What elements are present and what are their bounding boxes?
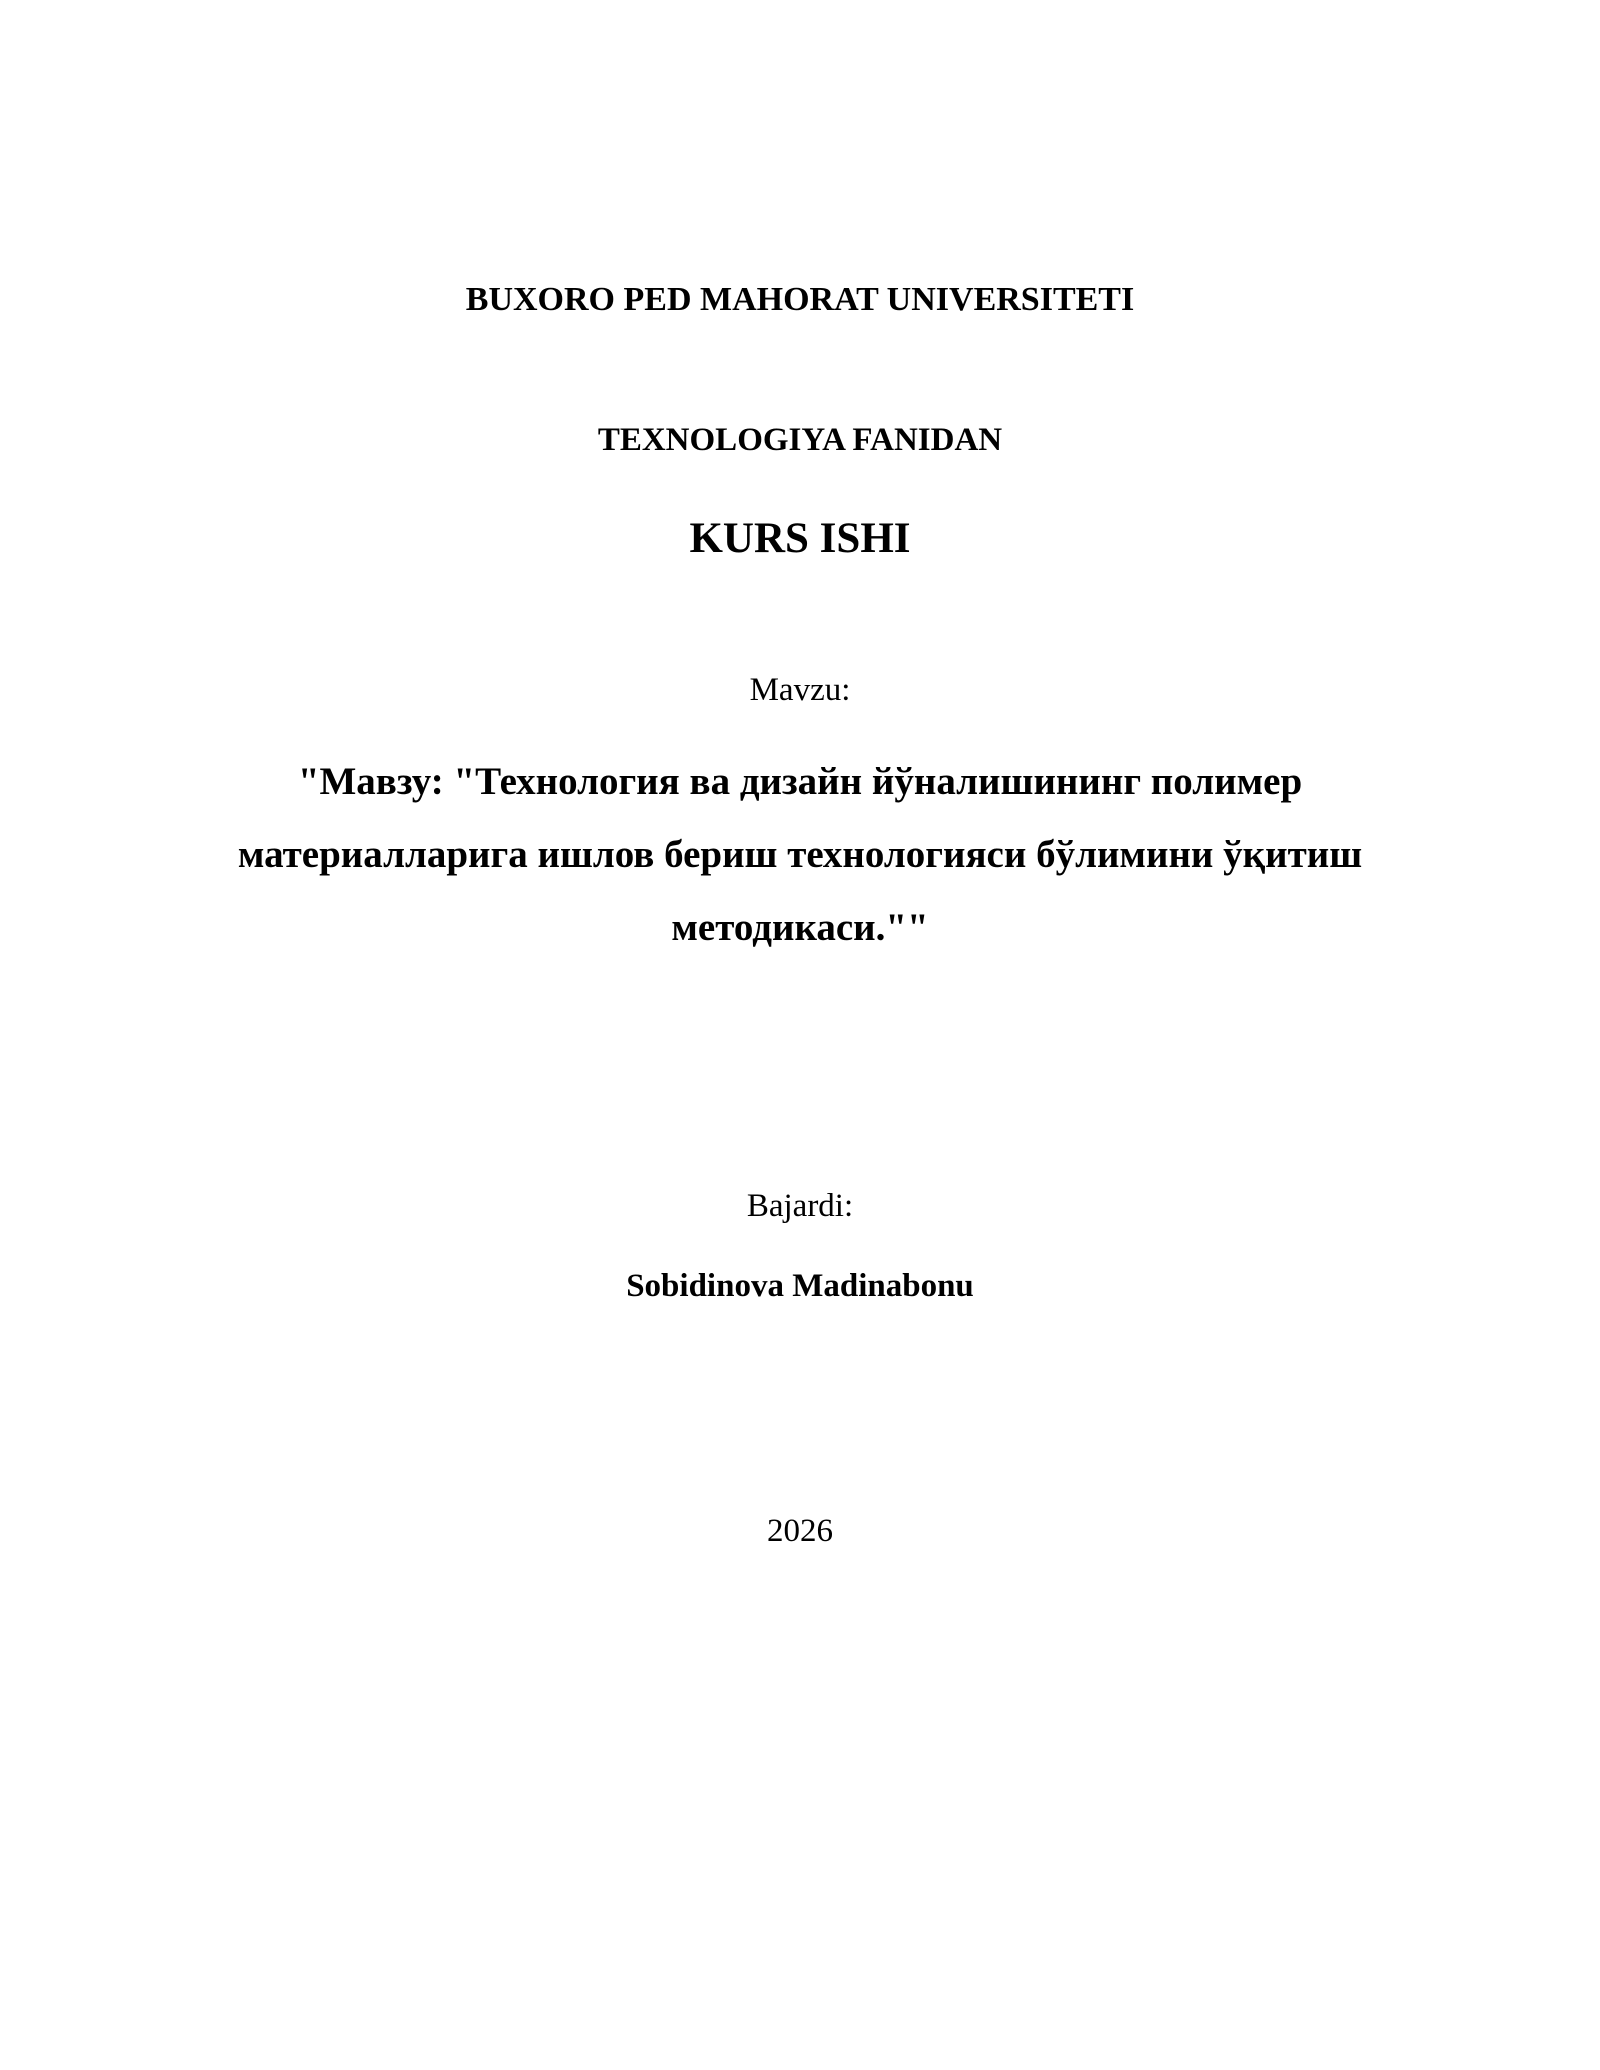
subject-heading: TEXNOLOGIYA FANIDAN (597, 422, 1003, 458)
university-name: BUXORO PED MAHORAT UNIVERSITETI (465, 281, 1135, 318)
author-label: Bajardi: (746, 1188, 854, 1224)
topic-title-line-1: "Мавзу: "Технология ва дизайн йўналишининг полимер (297, 760, 1303, 803)
work-type-heading: KURS ISHI (689, 515, 911, 562)
topic-title-line-3: методикаси."" (671, 906, 929, 949)
topic-title-line-2: материалларига ишлов бериш технологияси бўлимини ўқитиш (237, 833, 1363, 876)
author-name: Sobidinova Madinabonu (626, 1268, 974, 1304)
year: 2026 (767, 1513, 833, 1549)
topic-title (200, 745, 1400, 964)
topic-label: Mavzu: (749, 672, 851, 708)
